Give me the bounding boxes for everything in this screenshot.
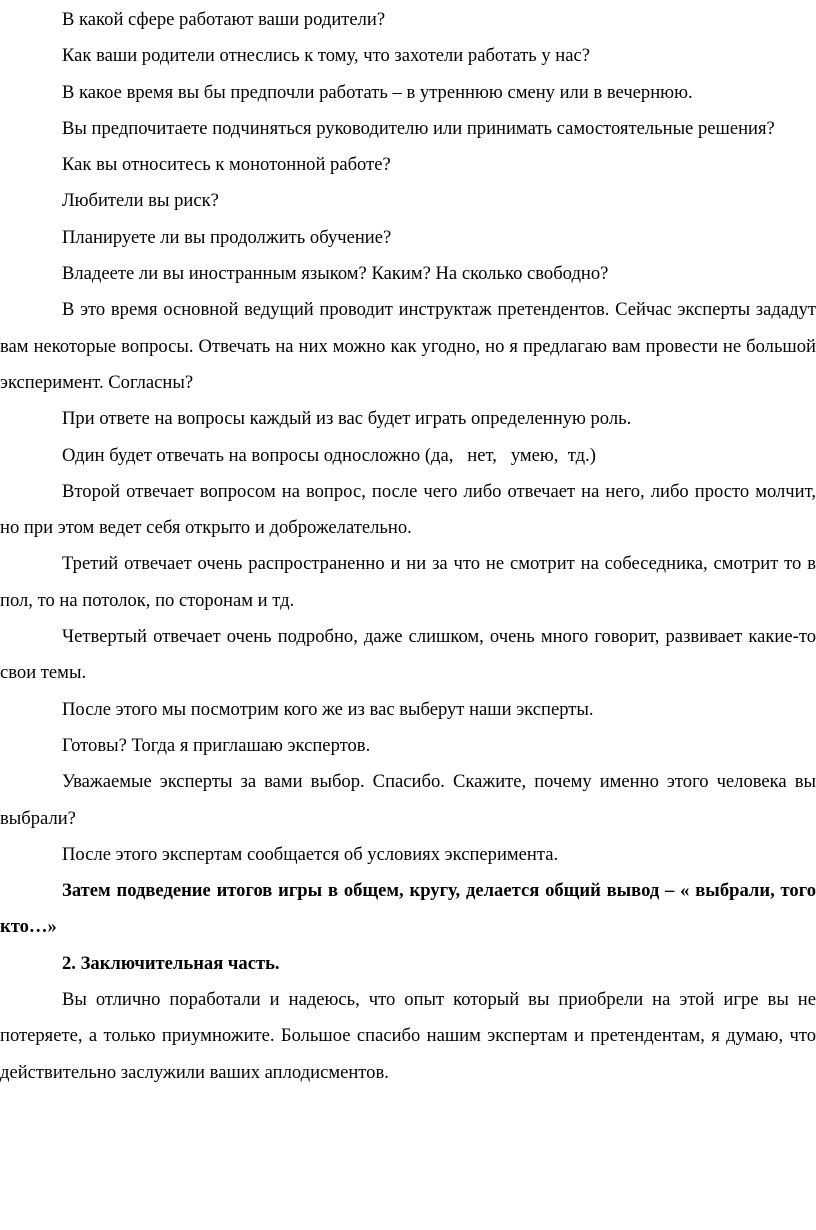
paragraph-foreign-language: Владеете ли вы иностранным языком? Каким? На сколько свободно? bbox=[62, 263, 609, 285]
paragraph-experts-choice: После этого мы посмотрим кого же из вас выберут наши эксперты. bbox=[62, 698, 594, 720]
paragraph-shift-preference: В какое время вы бы предпочли работать – в утреннюю смену или в вечернюю. bbox=[62, 81, 693, 103]
paragraph-experiment-conditions: После этого экспертам сообщается об условиях эксперимента. bbox=[62, 843, 559, 865]
paragraph-closing: Вы отлично поработали и надеюсь, что опыт который вы приобрели на этой игре вы не потеряете, а только приумножите. Большое спасибо нашим экспертам и претендентам, я думаю, что действительно заслужили ваших аплодисментов. bbox=[0, 989, 816, 1083]
paragraph-parents-sphere: В какой сфере работают ваши родители? bbox=[62, 9, 386, 30]
paragraph-third-role: Третий отвечает очень распространенно и ни за что не смотрит на собеседника, смотрит то в пол, то на потолок, по сторонам и тд. bbox=[0, 553, 816, 611]
paragraph-second-role: Второй отвечает вопросом на вопрос, после чего либо отвечает на него, либо просто молчит, но при этом ведет себя открыто и доброжелательно. bbox=[0, 480, 816, 539]
paragraph-risk: Любители вы риск? bbox=[62, 190, 219, 212]
paragraph-summary-bold: Затем подведение итогов игры в общем, кругу, делается общий вывод – « выбрали, того кто…» bbox=[0, 880, 816, 938]
paragraph-instruction: В это время основной ведущий проводит инструктаж претендентов. Сейчас эксперты зададут вам некоторые вопросы. Отвечать на них можно как угодно, но я предлагаю вам провести не большой эксперимент. Согласны? bbox=[0, 299, 816, 393]
paragraph-first-role: Один будет отвечать на вопросы односложно (да, нет, умею, тд.) bbox=[62, 444, 596, 466]
paragraph-roles: При ответе на вопросы каждый из вас будет играть определенную роль. bbox=[62, 408, 632, 430]
paragraph-fourth-role: Четвертый отвечает очень подробно, даже слишком, очень много говорит, развивает какие-то свои темы. bbox=[0, 626, 816, 684]
paragraph-monotonous-work: Как вы относитесь к монотонной работе? bbox=[62, 154, 391, 176]
paragraph-subordination: Вы предпочитаете подчиняться руководителю или принимать самостоятельные решения? bbox=[62, 117, 775, 139]
paragraph-invite-experts: Готовы? Тогда я приглашаю экспертов. bbox=[62, 734, 371, 756]
paragraph-parents-attitude: Как ваши родители отнеслись к тому, что захотели работать у нас? bbox=[62, 45, 590, 67]
paragraph-continue-study: Планируете ли вы продолжить обучение? bbox=[62, 226, 392, 248]
paragraph-experts-question: Уважаемые эксперты за вами выбор. Спасибо. Скажите, почему именно этого человека вы выбрали? bbox=[0, 771, 816, 829]
section-heading-conclusion: 2. Заключительная часть. bbox=[62, 952, 280, 974]
